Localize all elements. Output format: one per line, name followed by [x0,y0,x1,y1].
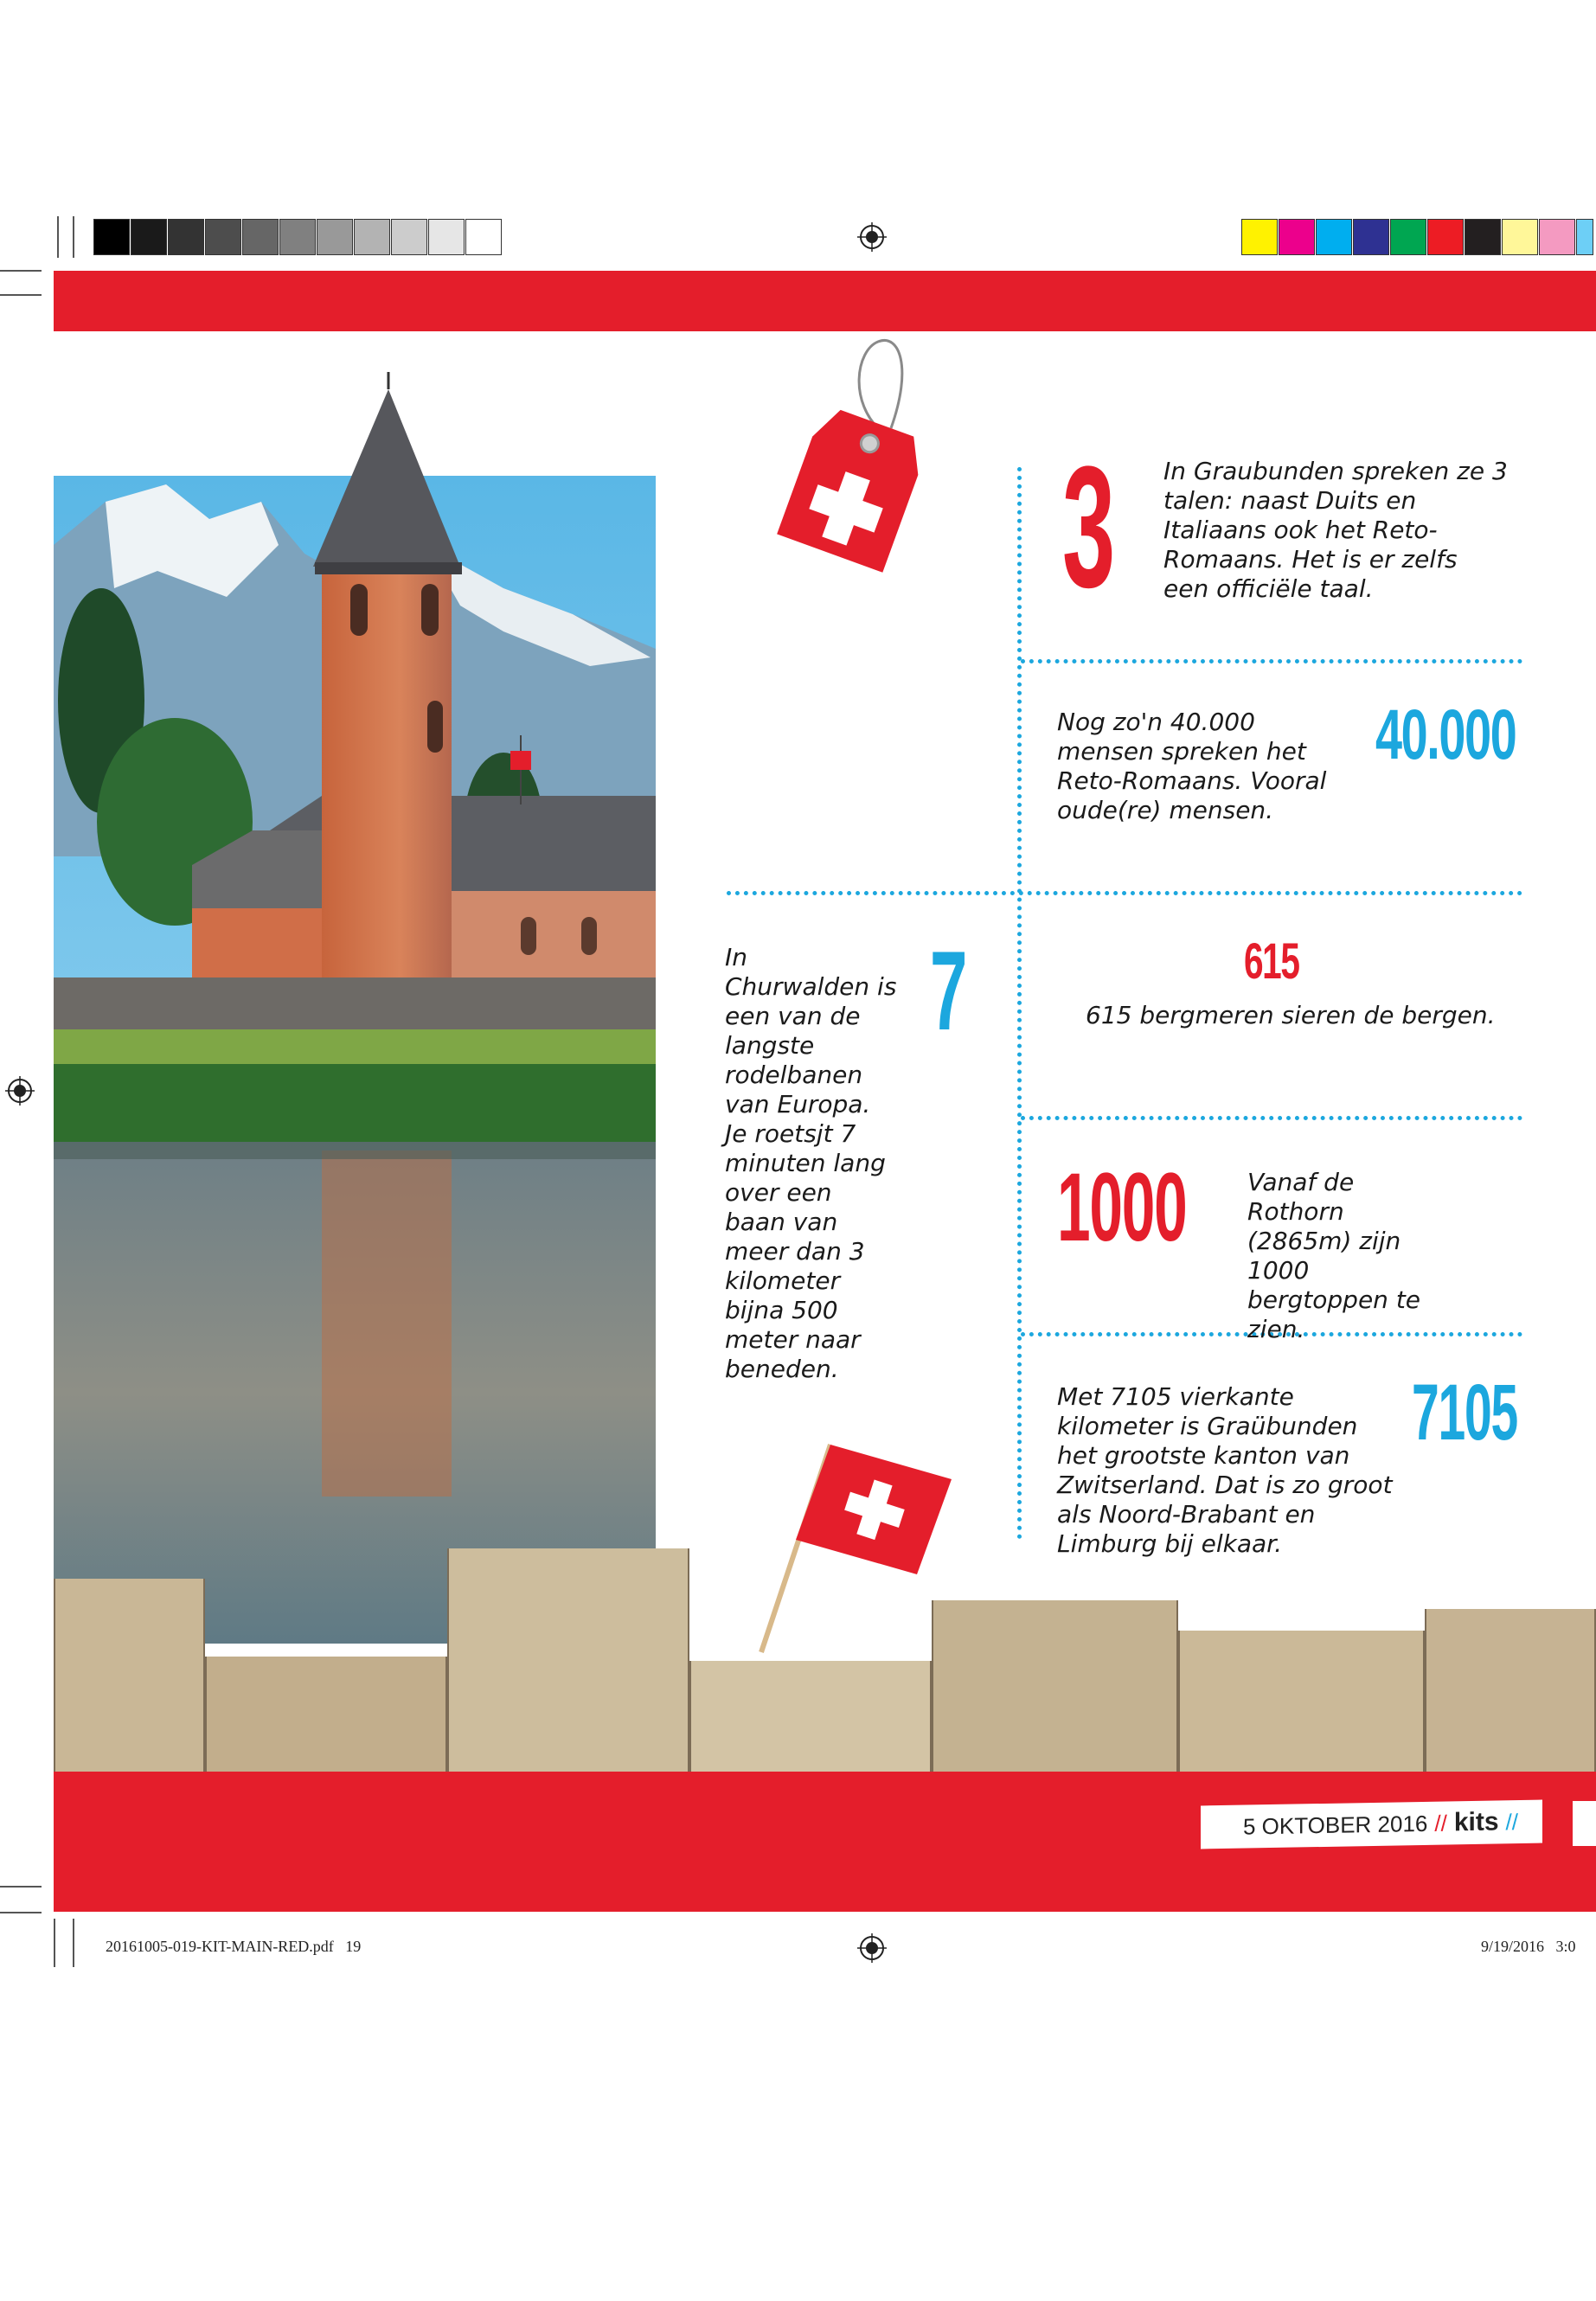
gray-swatch [428,219,465,255]
footer-brand: kits [1453,1807,1499,1837]
gray-swatch [279,219,316,255]
color-swatch [1279,219,1315,255]
fact-text-1000: Vanaf de Rothorn (2865m) zijn 1000 bergtoppen te zien. [1247,1168,1421,1343]
divider-vertical [1017,467,1022,1540]
footer-label [1201,1800,1542,1849]
crop-mark-left-h2 [0,294,42,296]
fact-text-3: In Graubunden spreken ze 3 talen: naast Duits en Italiaans ook het Reto-Romaans. Het is er zelfs een officiële taal. [1163,457,1508,603]
color-swatch [1241,219,1278,255]
fence-plank [1425,1609,1596,1773]
footer-date: 5 OKTOBER 2016 [1242,1810,1428,1840]
church-lake-photo [54,372,656,1644]
fence-plank [205,1657,447,1773]
crop-mark-left-h [0,270,42,272]
slug-file-name: 20161005-019-KIT-MAIN-RED.pdf 19 [106,1938,362,1955]
fence-plank [1178,1631,1425,1773]
color-swatch [1465,219,1501,255]
color-swatch [1502,219,1538,255]
divider-h1 [1021,659,1522,663]
fact-text-615: 615 bergmeren sieren de bergen. [1086,1001,1496,1029]
divider-h3 [1021,1116,1522,1120]
color-swatch [1427,219,1464,255]
crop-mark-top-left-2 [73,216,74,258]
crop-mark-bottom-left [54,1919,55,1967]
gray-swatch [354,219,390,255]
fact-text-40000: Nog zo'n 40.000 mensen spreken het Reto-Romaans. Vooral oude(re) mensen. [1057,708,1327,824]
crop-mark-bottom-left-2 [73,1919,74,1967]
gray-swatch [242,219,279,255]
fence-plank [689,1661,932,1773]
fact-number-40000: 40.000 [1375,695,1516,774]
gray-swatch [317,219,353,255]
registration-mark-top [857,222,887,252]
crop-mark-bottom-h [0,1886,42,1888]
fact-number-7105: 7105 [1412,1368,1517,1457]
fact-number-3: 3 [1062,431,1115,624]
color-swatch [1576,219,1593,255]
divider-h2 [727,891,1522,895]
color-swatch [1353,219,1389,255]
gray-swatch [93,219,130,255]
fence-plank [54,1579,205,1773]
page-number-badge [1573,1801,1596,1846]
crop-mark-bottom-h2 [0,1912,42,1913]
top-red-band [54,271,1596,331]
swiss-flag-toothpick-icon [744,1427,969,1661]
fact-number-1000: 1000 [1057,1153,1187,1261]
color-swatch [1539,219,1575,255]
registration-mark-bottom [857,1933,887,1963]
footer-separator-2: // [1505,1808,1518,1835]
gray-swatch [465,219,502,255]
gray-swatch [391,219,427,255]
gray-swatch [168,219,204,255]
gray-swatch [205,219,241,255]
fact-text-7: In Churwalden is een van de langste rodelbanen van Europa. Je roetsjt 7 minuten lang over een baan van meer dan 3 kilometer bijna 500 meter naar beneden. [725,943,897,1383]
footer-separator: // [1434,1809,1447,1836]
color-swatch [1316,219,1352,255]
fact-text-7105: Met 7105 vierkante kilometer is Graübunden het grootste kanton van Zwitserland. Dat is zo groot als Noord-Brabant en Limburg bij elkaar. [1057,1382,1393,1558]
color-swatch [1390,219,1426,255]
crop-mark-top-left [57,216,59,258]
registration-mark-left [5,1076,35,1106]
swiss-tag-icon [761,333,934,575]
fact-number-615: 615 [1244,933,1299,990]
fence-plank [447,1548,689,1773]
gray-swatch [131,219,167,255]
slug-date: 9/19/2016 3:0 [1481,1938,1576,1955]
fact-number-7: 7 [930,927,967,1054]
